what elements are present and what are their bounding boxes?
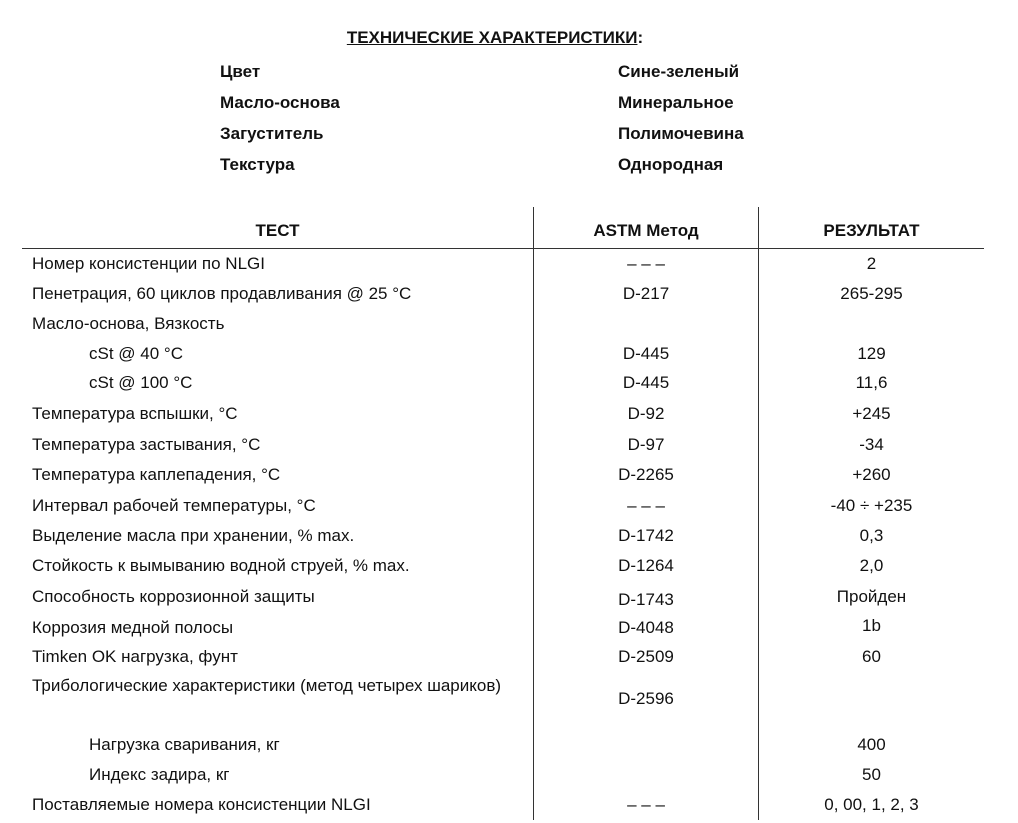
cell-test: Масло-основа, Вязкость [32, 314, 225, 333]
cell-method: D-445 [622, 373, 670, 392]
cell-test: Трибологические характеристики (метод четырех шариков) [32, 676, 502, 695]
property-label: Загуститель [220, 124, 324, 143]
cell-test: Интервал рабочей температуры, °C [32, 496, 316, 515]
document-title-suffix: : [637, 28, 644, 47]
cell-result: 11,6 [855, 373, 888, 392]
cell-test: Температура застывания, °C [32, 435, 261, 454]
cell-test: Поставляемые номера консистенции NLGI [32, 795, 371, 814]
table-row [0, 404, 1018, 432]
table-row [0, 526, 1018, 554]
table-row [0, 284, 1018, 312]
table-row [0, 795, 1018, 823]
table-row [0, 765, 1018, 793]
cell-method: D-217 [622, 284, 670, 303]
property-value: Однородная [618, 155, 724, 174]
property-value: Минеральное [618, 93, 734, 112]
table-row [0, 618, 1018, 646]
cell-test: Выделение масла при хранении, % max. [32, 526, 355, 545]
property-value: Сине-зеленый [618, 62, 740, 81]
header-divider [22, 248, 984, 249]
cell-method: D-97 [627, 435, 665, 454]
cell-method: – – – [627, 496, 665, 515]
cell-result: -34 [859, 435, 884, 454]
header-test: ТЕСТ [255, 221, 300, 240]
cell-method: D-2509 [618, 647, 674, 666]
cell-test: Стойкость к вымыванию водной струей, % max. [32, 556, 410, 575]
cell-result: +245 [852, 404, 891, 423]
cell-method: – – – [627, 795, 665, 814]
cell-test: Нагрузка сваривания, кг [89, 735, 280, 754]
cell-method: D-445 [622, 344, 670, 363]
cell-test: cSt @ 100 °C [89, 373, 193, 392]
cell-test: Номер консистенции по NLGI [32, 254, 265, 273]
cell-method: D-1743 [618, 590, 674, 609]
cell-method: D-4048 [618, 618, 674, 637]
header-method: ASTM Метод [593, 221, 699, 240]
cell-method: – – – [627, 254, 665, 273]
table-row [0, 373, 1018, 401]
cell-result: -40 ÷ +235 [830, 496, 913, 515]
table-row [0, 496, 1018, 524]
property-value: Полимочевина [618, 124, 744, 143]
header-result: РЕЗУЛЬТАТ [823, 221, 920, 240]
cell-method: D-1742 [618, 526, 674, 545]
cell-result: 2,0 [859, 556, 884, 575]
cell-test: Пенетрация, 60 циклов продавливания @ 25 °C [32, 284, 412, 303]
cell-result: 129 [857, 344, 886, 363]
cell-result: Пройден [836, 587, 907, 606]
table-row [0, 314, 1018, 342]
table-row [0, 465, 1018, 493]
cell-method: D-92 [627, 404, 665, 423]
property-label: Масло-основа [220, 93, 340, 112]
cell-method: D-2596 [618, 689, 674, 708]
cell-result: 2 [866, 254, 877, 273]
cell-test: Timken OK нагрузка, фунт [32, 647, 238, 666]
cell-result: 50 [862, 765, 881, 784]
cell-result: 0, 00, 1, 2, 3 [824, 795, 919, 814]
table-row [0, 254, 1018, 282]
table-row [0, 587, 1018, 615]
cell-test: Индекс задира, кг [89, 765, 230, 784]
cell-method: D-2265 [618, 465, 674, 484]
cell-method: D-1264 [618, 556, 674, 575]
table-row [0, 735, 1018, 763]
property-label: Цвет [220, 62, 261, 81]
cell-result: 0,3 [859, 526, 884, 545]
property-label: Текстура [220, 155, 295, 174]
cell-test: Способность коррозионной защиты [32, 587, 315, 606]
cell-test: Коррозия медной полосы [32, 618, 234, 637]
table-row [0, 556, 1018, 584]
cell-result: 1b [862, 616, 881, 635]
cell-test: Температура каплепадения, °C [32, 465, 281, 484]
cell-result: 60 [862, 647, 881, 666]
table-row [0, 435, 1018, 463]
table-row [0, 671, 1018, 731]
cell-result: 400 [857, 735, 886, 754]
document-title-text: ТЕХНИЧЕСКИЕ ХАРАКТЕРИСТИКИ [346, 28, 638, 47]
table-row [0, 344, 1018, 372]
cell-test: cSt @ 40 °C [89, 344, 183, 363]
cell-test: Температура вспышки, °C [32, 404, 238, 423]
cell-result: 265-295 [840, 284, 903, 303]
cell-result: +260 [852, 465, 891, 484]
